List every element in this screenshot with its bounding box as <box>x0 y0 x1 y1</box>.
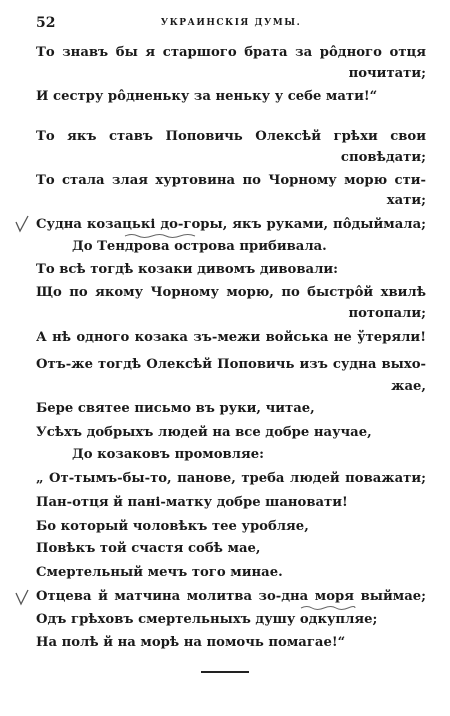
margin-check-mark <box>14 214 30 234</box>
verse-line: Смертельный мечъ того минае. <box>36 565 283 580</box>
verse-line: До Тендрова острова прибивала. <box>72 239 327 254</box>
verse-line: И сестру рôдненьку за неньку у себе мати!“ <box>36 89 378 104</box>
running-head: УКРАИНСКІЯ ДУМЫ. <box>160 18 302 28</box>
margin-check-mark <box>14 587 30 607</box>
verse-line: „ От-тымъ-бы-то, панове, треба людей поважати; <box>36 471 426 486</box>
verse-line: То всѣ тогдѣ козаки дивомъ дивовали: <box>36 262 339 277</box>
verse-line: То стала злая хуртовина по Чорному морю сти- <box>36 173 426 188</box>
verse-line: Отъ-же тогдѣ Олексѣй Поповичь изъ судна выхо- <box>36 357 426 372</box>
verse-line: Бере святее письмо въ руки, читае, <box>36 401 315 416</box>
end-divider <box>201 671 249 673</box>
pencil-underline <box>300 605 356 611</box>
verse-line: А нѣ одного козака зъ-межи войська не ўтеряли! <box>36 330 426 345</box>
verse-line: хати; <box>386 193 426 208</box>
verse-line: Отцева й матчина молитва зо-дна моря выймае; <box>36 589 426 604</box>
page-header <box>36 14 426 32</box>
verse-line: То якъ ставъ Поповичь Олексѣй грѣхи свои <box>36 129 426 144</box>
verse-line: То знавъ бы я старшого брата за рôдного отця <box>36 45 426 60</box>
verse-line: Усѣхъ добрыхъ людей на все добре научае, <box>36 425 372 440</box>
verse-line: Бо который чоловѣкъ тее уробляе, <box>36 519 309 534</box>
verse-line: жае, <box>391 379 426 394</box>
verse-line: Що по якому Чорному морю, по быстрôй хвилѣ <box>36 285 426 300</box>
page-number: 52 <box>36 15 56 31</box>
verse-line: До козаковъ промовляе: <box>72 447 264 462</box>
verse-line: Одъ грѣховъ смертельныхъ душу одкупляе; <box>36 612 378 627</box>
verse-line: Пан-отця й пані-матку добре шановати! <box>36 495 348 510</box>
verse-line: сповѣдати; <box>340 150 426 165</box>
verse-line: Повѣкъ той счастя собѣ мае, <box>36 541 261 556</box>
verse-line: На полѣ й на морѣ на помочь помагае!“ <box>36 635 346 650</box>
verse-line: Судна козацькі до-горы, якъ руками, пôдыймала; <box>36 217 426 232</box>
pencil-underline <box>124 233 196 239</box>
verse-line: почитати; <box>348 66 426 81</box>
verse-line: потопали; <box>348 306 426 321</box>
